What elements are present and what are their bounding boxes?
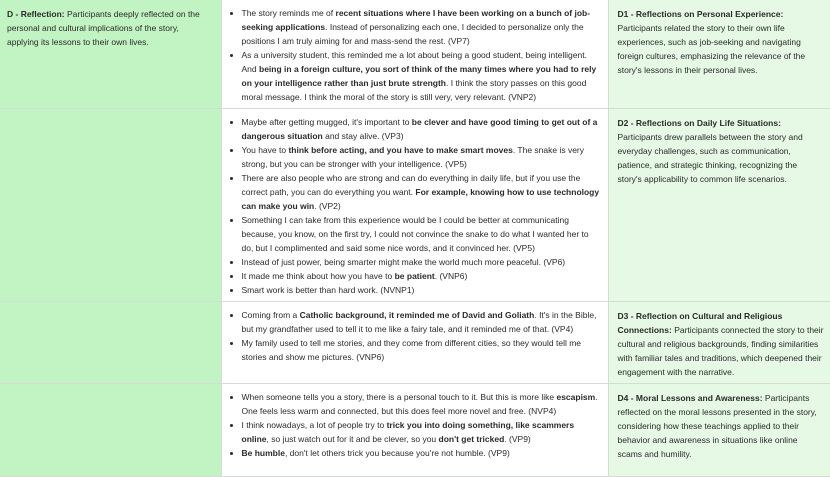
table-row xyxy=(0,0,830,109)
description-cell xyxy=(608,302,830,384)
quote-text: There are also people who are strong and can do everything in daily life, but if you use the correct path, you can do everything you want. xyxy=(241,173,581,197)
theme-cell xyxy=(0,302,221,384)
table-row xyxy=(0,109,830,302)
description-body: Participants reflected on the moral lessons presented in the story, considering how these teachings applied to their behavior and awareness in situations like online scams and humility. xyxy=(617,393,817,459)
quotes-cell xyxy=(221,384,608,477)
quote-text: . One feels less warm and connected, but this does feel more novel and free. (NVP4) xyxy=(241,392,598,416)
quote-list xyxy=(232,6,602,104)
theme-cell xyxy=(0,384,221,477)
quote-text: Coming from a xyxy=(241,310,300,320)
quote-text: You have to xyxy=(241,145,289,155)
quote-list xyxy=(232,308,602,364)
quote-item xyxy=(242,390,602,418)
quote-text: My family used to tell me stories, and they come from different cities, so they would tell me stories and show me pictures. (VNP6) xyxy=(241,338,582,362)
quote-text: The story reminds me of xyxy=(241,8,336,18)
quote-text: . (VP9) xyxy=(504,434,531,444)
description-title: D3 - Reflection on Cultural and Religious Connections: xyxy=(617,311,783,335)
theme-text: Participants deeply reflected on the personal and cultural implications of the story, applying its lessons to their own lives. xyxy=(7,9,200,47)
quote-item xyxy=(242,336,602,364)
description-cell xyxy=(608,0,830,109)
quote-highlight: trick you into doing something, like scammers online xyxy=(241,420,575,444)
quote-text: . It's in the Bible, but my grandfather used to tell it to me like a fairy tale, and it reminded me of that. (VP4) xyxy=(241,310,597,334)
quote-text: Instead of just power, being smarter might make the world much more peaceful. (VP6) xyxy=(241,257,566,267)
quotes-cell xyxy=(221,0,608,109)
quote-highlight: think before acting, and you have to make smart moves xyxy=(288,145,513,155)
quote-highlight: being in a foreign culture, you sort of think of the many times where you had to rely on your intelligence rather than just brute strength xyxy=(241,64,597,88)
quote-text: and stay alive. (VP3) xyxy=(322,131,404,141)
quote-item xyxy=(242,283,602,297)
theme-cell xyxy=(0,0,221,109)
quotes-cell xyxy=(221,302,608,384)
quote-text: . The snake is very strong, but you can be stronger with your intelligence. (VP5) xyxy=(241,145,585,169)
theme-label: D - Reflection: xyxy=(7,9,65,19)
quote-list xyxy=(232,115,602,297)
quote-item xyxy=(242,308,602,336)
quote-item xyxy=(242,213,602,255)
description-body: Participants related the story to their own life experiences, such as job-seeking and navigating foreign cultures, emphasizing the relevance of the story's lessons in their personal lives. xyxy=(617,23,806,75)
quote-item xyxy=(242,446,602,460)
quote-highlight: don't get tricked xyxy=(438,434,505,444)
quote-item xyxy=(242,171,602,213)
description-title: D2 - Reflections on Daily Life Situations: xyxy=(617,118,781,128)
quote-item xyxy=(242,269,602,283)
quote-highlight: recent situations where I have been working on a bunch of job-seeking applications xyxy=(241,8,591,32)
quote-highlight: Catholic background, it reminded me of David and Goliath xyxy=(299,310,535,320)
quote-text: . (VNP6) xyxy=(434,271,468,281)
description-body: Participants connected the story to their cultural and religious backgrounds, finding similarities with familiar tales and traditions, which deepened their engagement with the narrative. xyxy=(617,325,824,377)
description-title: D1 - Reflections on Personal Experience: xyxy=(617,9,784,19)
quote-text: , so just watch out for it and be clever, so you xyxy=(266,434,439,444)
quote-highlight: be clever and have good timing to get out of a dangerous situation xyxy=(241,117,598,141)
quote-text: . Instead of personalizing each one, I decided to personalize only the positions I am truly aiming for and mass-send the rest. (VP7) xyxy=(241,22,584,46)
table-row xyxy=(0,384,830,477)
quote-highlight: Be humble xyxy=(241,448,285,458)
table-row xyxy=(0,302,830,384)
description-cell xyxy=(608,384,830,477)
theme-cell xyxy=(0,109,221,302)
quote-item xyxy=(242,48,602,104)
quote-text: It made me think about how you have to xyxy=(241,271,395,281)
quote-text: , don't let others trick you because you're not humble. (VP9) xyxy=(284,448,510,458)
quote-text: Something I can take from this experience would be I could be better at communicating because, you know, on the first try, I could not convince the snake to do what I wanted her to do, but I complimented and said some nice words, and it convinced her. (VP5) xyxy=(241,215,589,253)
quote-list xyxy=(232,390,602,460)
quote-text: Maybe after getting mugged, it's important to xyxy=(241,117,412,127)
quote-text: As a university student, this reminded me a lot about being a good student, being intelligent. And xyxy=(241,50,587,74)
quote-text: I think nowadays, a lot of people try to xyxy=(241,420,387,430)
quote-text: . (VP2) xyxy=(314,201,341,211)
description-body: Participants drew parallels between the story and everyday challenges, such as communication, patience, and strategic thinking, recognizing the story's applicability to common life scenarios. xyxy=(617,132,803,184)
quote-text: Smart work is better than hard work. (NVNP1) xyxy=(241,285,415,295)
quote-item xyxy=(242,6,602,48)
quote-highlight: For example, knowing how to use technology can make you win xyxy=(241,187,600,211)
quote-highlight: escapism xyxy=(556,392,596,402)
quote-highlight: be patient xyxy=(394,271,435,281)
quotes-cell xyxy=(221,109,608,302)
description-title: D4 - Moral Lessons and Awareness: xyxy=(617,393,763,403)
quote-text: When someone tells you a story, there is a personal touch to it. But this is more like xyxy=(241,392,557,402)
quote-text: . I think the story passes on this good moral message. I think the moral of the story is still very, very relevant. (VNP2) xyxy=(241,78,587,102)
quote-item xyxy=(242,418,602,446)
description-cell xyxy=(608,109,830,302)
quote-item xyxy=(242,255,602,269)
quote-item xyxy=(242,143,602,171)
quote-item xyxy=(242,115,602,143)
